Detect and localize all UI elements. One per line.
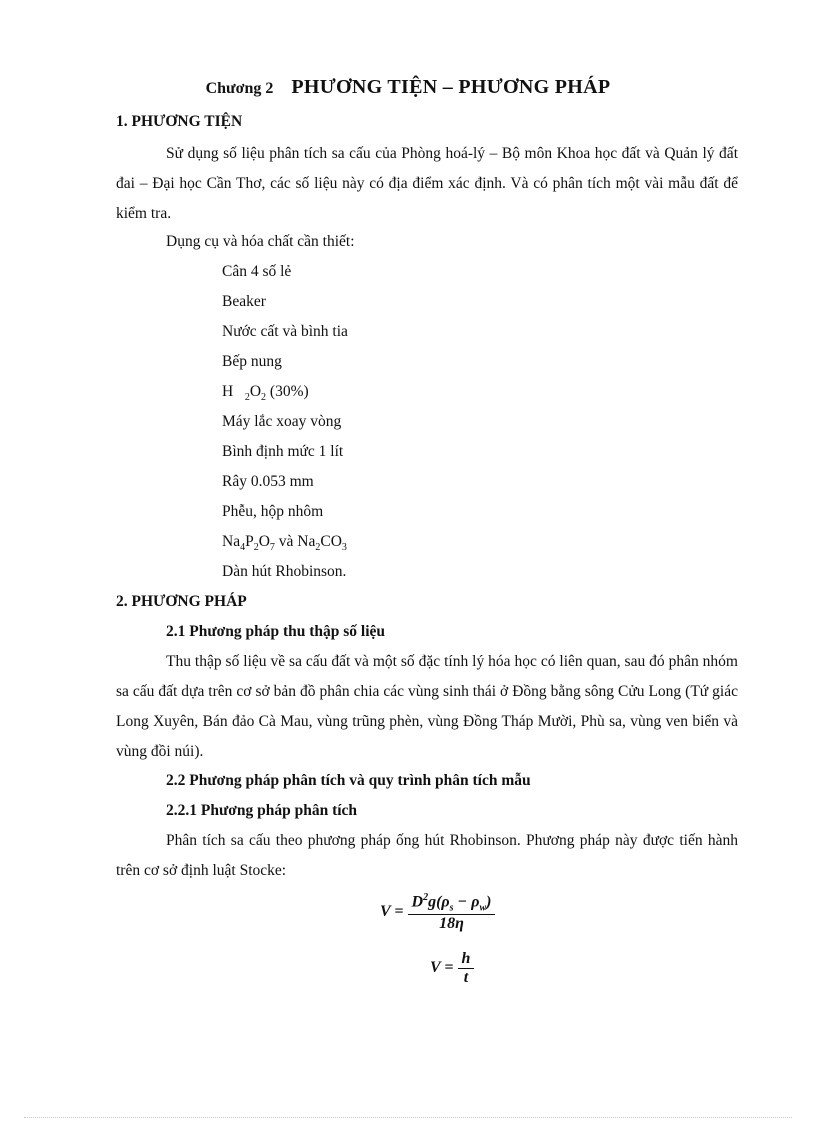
stokes-equation: V = $\frac{D^2g(\rho_s - \rho_w)}{18\eta}$ [380,892,495,933]
section-1-heading: 1. PHƯƠNG TIỆN [116,113,243,130]
tool-item: Rây 0.053 mm [222,473,314,490]
tool-item: Bình định mức 1 lít [222,443,344,460]
page-bottom-border [24,1117,792,1118]
section-2-1-paragraph: Thu thập số liệu về sa cấu đất và một số đặc tính lý hóa học có liên quan, sau đó phân nhóm sa cấu đất dựa trên cơ sở bản đồ phân chia các vùng sinh thái ở Đồng bằng sông Cửu Long (Tứ giác Long Xuyên, Bán đảo Cà Mau, vùng trũng phèn, vùng Đồng Tháp Mười, Phù sa, vùng ven biển và vùng đồi núi). [116,653,738,760]
velocity-equation: V = $\frac{h}{t}$ [430,950,474,987]
section-2-1-heading: 2.1 Phương pháp thu thập số liệu [166,623,386,640]
salts-conjunction: và [278,533,294,550]
section-2-2-1-heading: 2.2.1 Phương pháp phân tích [166,802,358,819]
tool-item-h2o2: H $_2O_2$ (30%) [222,383,309,404]
tool-item: Cân 4 số lẻ [222,263,292,280]
section-2-2-heading: 2.2 Phương pháp phân tích và quy trình phân tích mẫu [166,772,531,789]
tool-item: Máy lắc xoay vòng [222,413,342,430]
chapter-heading: PHƯƠNG TIỆN – PHƯƠNG PHÁP [291,76,611,98]
tool-item: Nước cất và bình tia [222,323,348,340]
chapter-title [0,76,816,99]
section-2-2-1-paragraph: Phân tích sa cấu theo phương pháp ống hút Rhobinson. Phương pháp này được tiến hành trên cơ sở định luật Stocke: [116,832,738,879]
tools-intro: Dụng cụ và hóa chất cần thiết: [166,233,355,250]
h2o2-concentration: (30%) [269,383,309,400]
tool-item: Beaker [222,293,266,310]
tool-item: Phễu, hộp nhôm [222,503,324,520]
section-1-paragraph: Sử dụng số liệu phân tích sa cấu của Phòng hoá-lý – Bộ môn Khoa học đất và Quản lý đất đai – Đại học Cần Thơ, các số liệu này có địa điểm xác định. Và có phân tích một vài mẫu đất để kiểm tra. [116,145,738,222]
chapter-number: Chương 2 [205,80,274,97]
tool-item: Bếp nung [222,353,282,370]
tool-item-salts: $Na_4P_2O_7$ và $Na_2CO_3$ [222,533,347,554]
section-2-heading: 2. PHƯƠNG PHÁP [116,593,247,610]
tool-item: Dàn hút Rhobinson. [222,563,347,580]
